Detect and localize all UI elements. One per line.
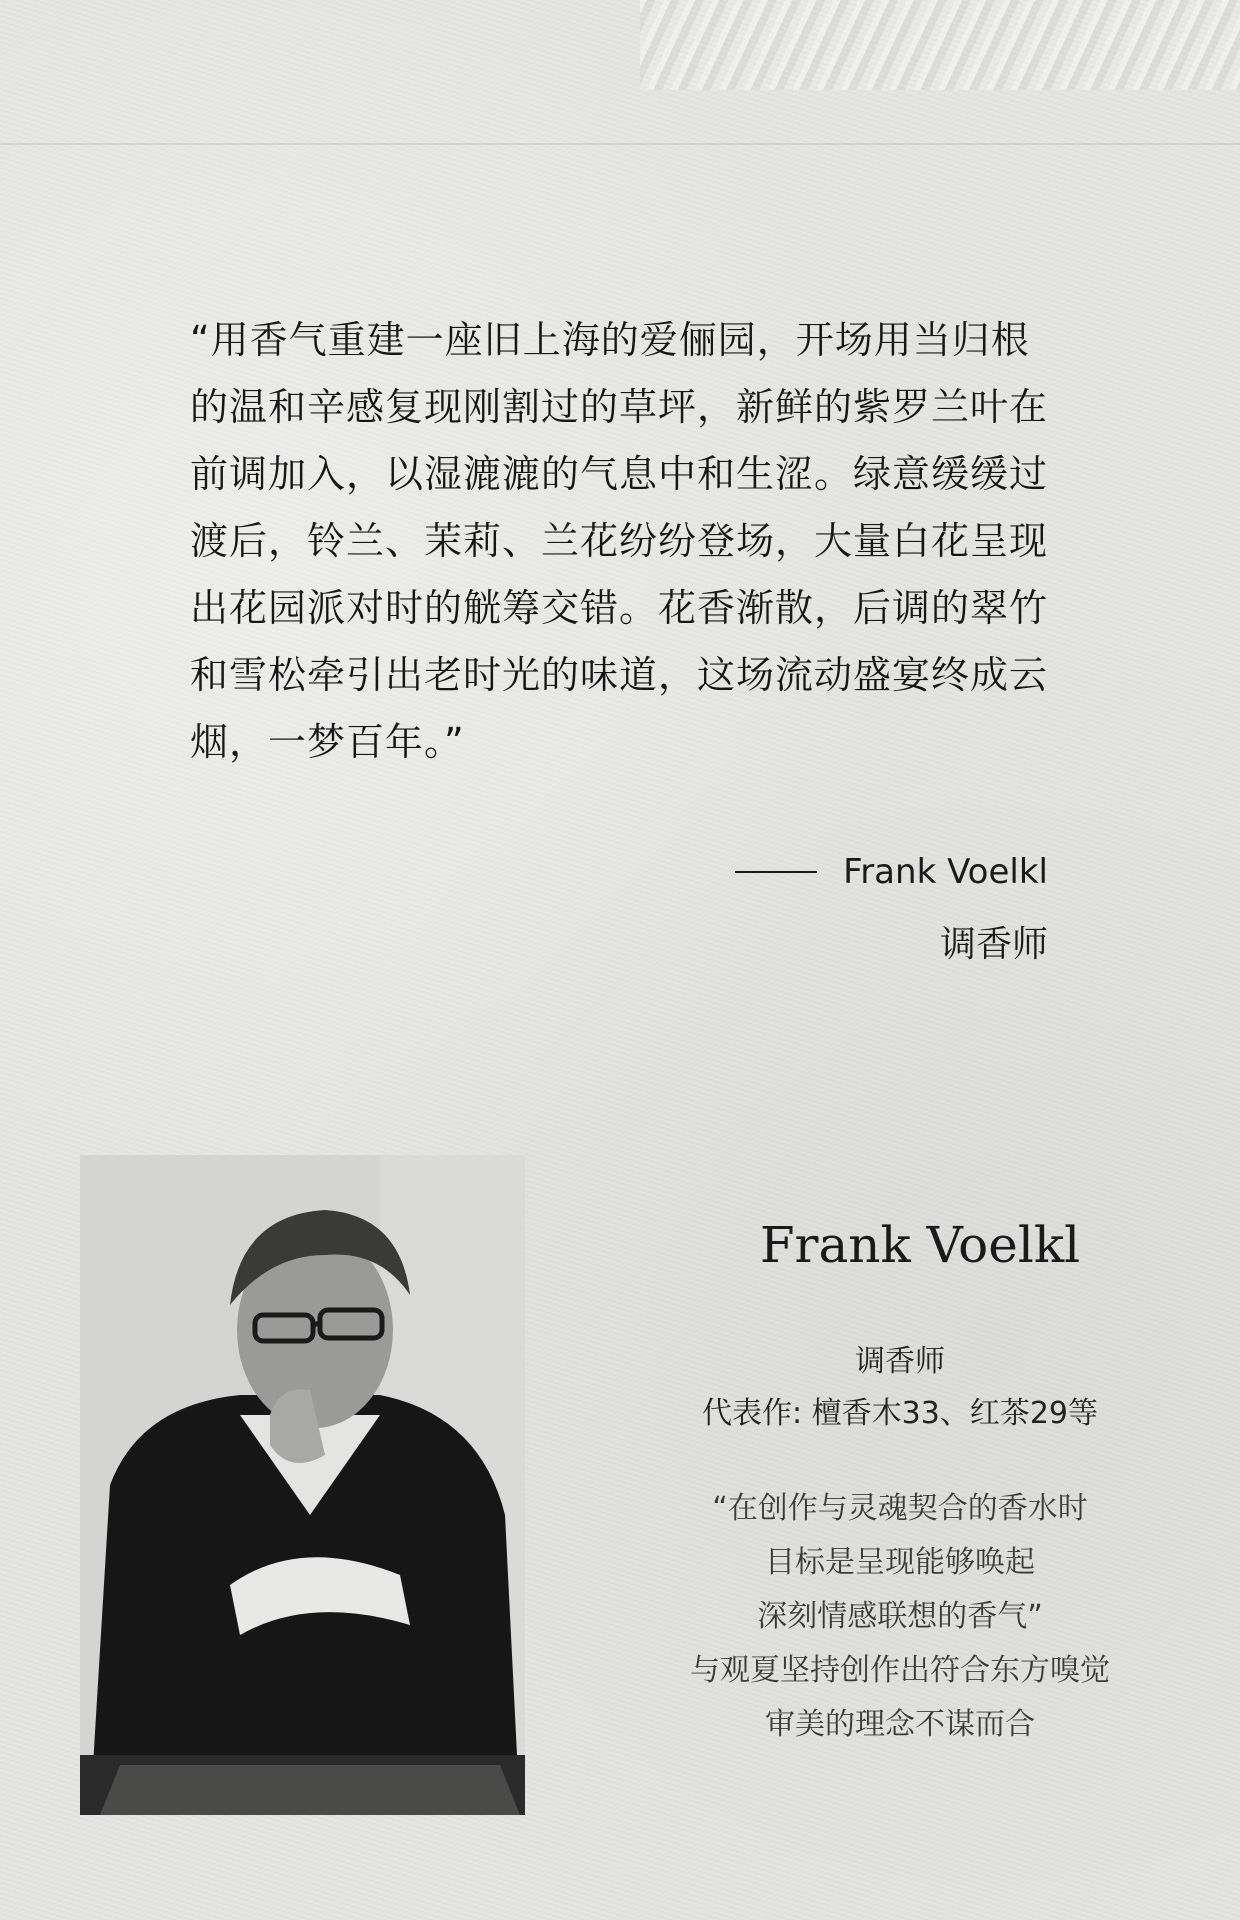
perfumer-quote: “用香气重建一座旧上海的爱俪园，开场用当归根的温和辛感复现刚割过的草坪，新鲜的紫罗兰叶在前调加入，以湿漉漉的气息中和生涩。绿意缓缓过渡后，铃兰、茉莉、兰花纷纷登场，大量白花呈现出花园派对时的觥筹交错。花香渐散，后调的翠竹和雪松牵引出老时光的味道，这场流动盛宴终成云烟，一梦百年。” [190, 318, 1049, 764]
perfumer-bio [640, 1200, 1160, 1752]
statement-line: 目标是呈现能够唤起 [765, 1545, 1035, 1580]
statement-line: 审美的理念不谋而合 [765, 1707, 1035, 1742]
statement-line: “在创作与灵魂契合的香水时 [712, 1491, 1088, 1526]
perfumer-portrait [80, 1155, 525, 1815]
top-divider [0, 143, 1240, 145]
signature-name: Frank Voelkl [843, 852, 1048, 892]
bio-works: 代表作: 檀香木33、红茶29等 [702, 1396, 1098, 1431]
quote-signature [735, 848, 1048, 967]
bio-role: 调香师 [855, 1344, 945, 1379]
signature-title: 调香师 [939, 924, 1048, 965]
top-texture-decoration [640, 0, 1240, 90]
bio-statement [640, 1482, 1160, 1752]
signature-dash [735, 871, 817, 873]
portrait-illustration [80, 1155, 525, 1815]
statement-line: 深刻情感联想的香气” [757, 1599, 1043, 1634]
bio-name: Frank Voelkl [759, 1216, 1081, 1274]
statement-line: 与观夏坚持创作出符合东方嗅觉 [690, 1653, 1110, 1688]
